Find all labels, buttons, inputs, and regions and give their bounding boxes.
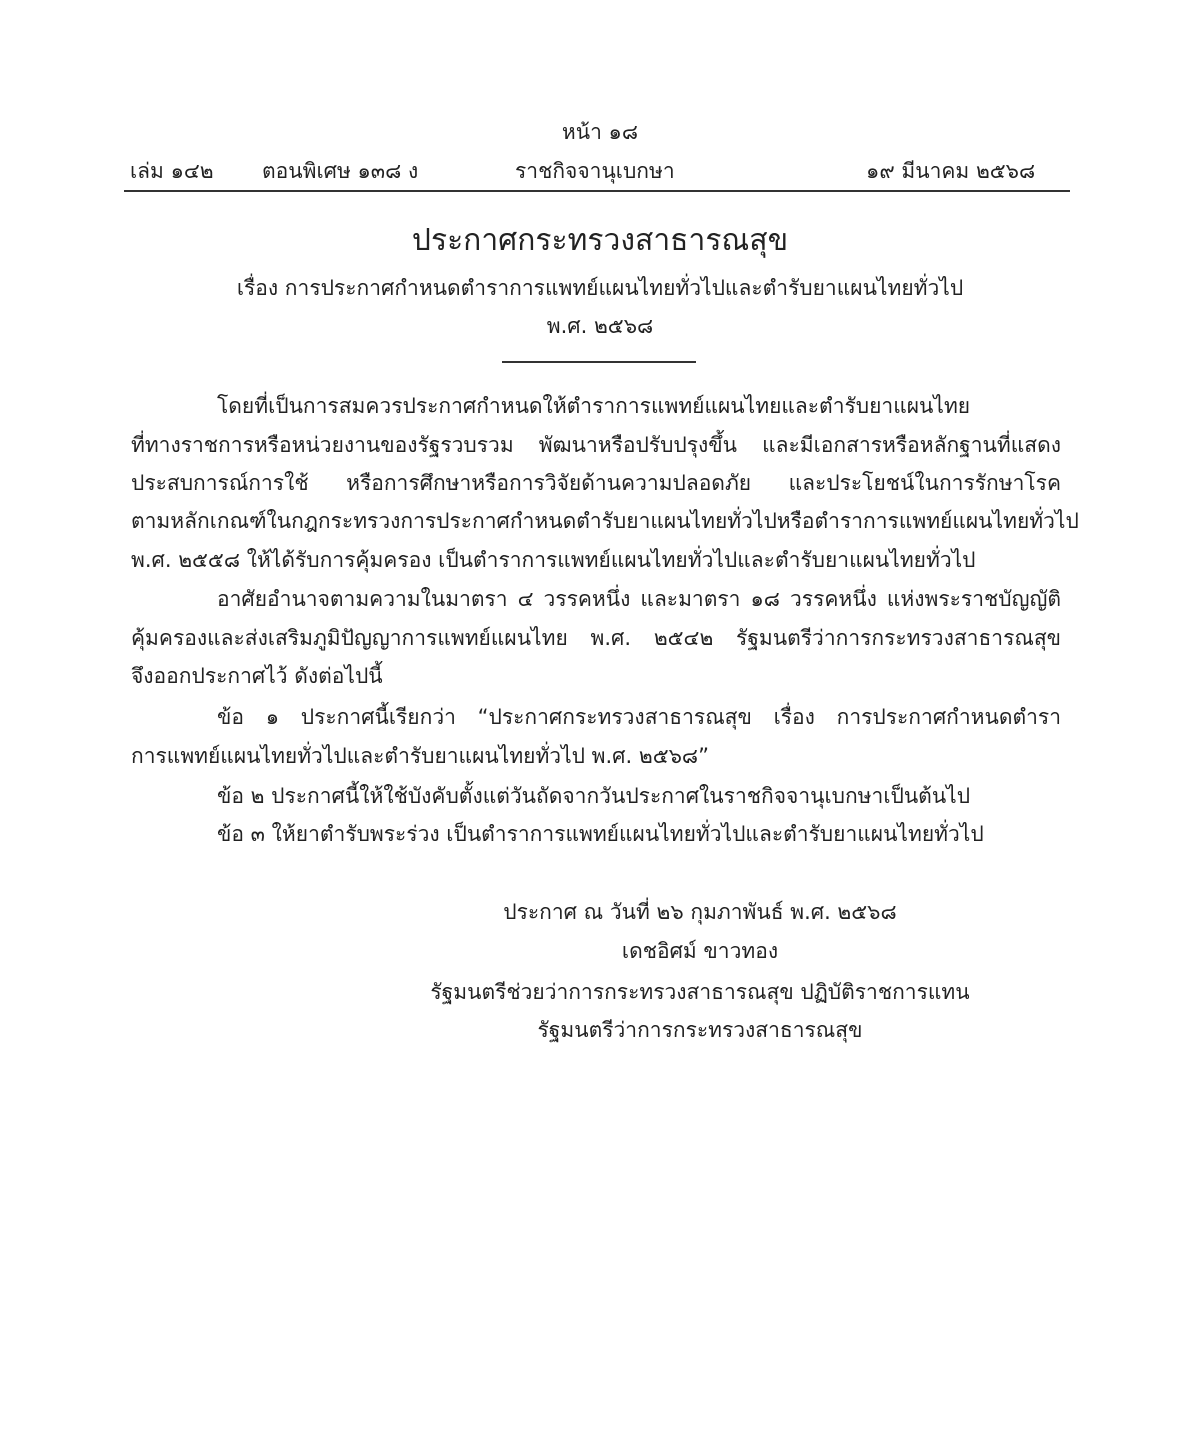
body-line: จึงออกประกาศไว้ ดังต่อไปนี้ [131,664,383,688]
signatory-name: เดชอิศม์ ขาวทอง [621,939,779,963]
publication-name: ราชกิจจานุเบกษา [515,159,675,183]
body-line: ตามหลักเกณฑ์ในกฎกระทรวงการประกาศกำหนดตำรับยาแผนไทยทั่วไปหรือตำราการแพทย์แผนไทยทั่วไป [131,509,1079,533]
page-number: หน้า ๑๘ [561,120,639,144]
section: ตอนพิเศษ ๑๓๘ ง [262,159,419,183]
body-line: คุ้มครองและส่งเสริมภูมิปัญญาการแพทย์แผนไทย พ.ศ. ๒๕๔๒ รัฐมนตรีว่าการกระทรวงสาธารณสุข [131,626,1061,650]
signature-date: ประกาศ ณ วันที่ ๒๖ กุมภาพันธ์ พ.ศ. ๒๕๖๘ [503,900,897,924]
signatory-position-2: รัฐมนตรีว่าการกระทรวงสาธารณสุข [537,1018,863,1042]
body-line: โดยที่เป็นการสมควรประกาศกำหนดให้ตำราการแพทย์แผนไทยและตำรับยาแผนไทย [217,394,971,418]
clause-3: ข้อ ๓ ให้ยาตำรับพระร่วง เป็นตำราการแพทย์แผนไทยทั่วไปและตำรับยาแผนไทยทั่วไป [217,822,984,846]
clause-1: ข้อ ๑ ประกาศนี้เรียกว่า “ประกาศกระทรวงสาธารณสุข เรื่อง การประกาศกำหนดตำรา [217,705,1061,729]
clause-2: ข้อ ๒ ประกาศนี้ให้ใช้บังคับตั้งแต่วันถัดจากวันประกาศในราชกิจจานุเบกษาเป็นต้นไป [217,784,971,808]
body-line: ประสบการณ์การใช้ หรือการศึกษาหรือการวิจัยด้านความปลอดภัย และประโยชน์ในการรักษาโรค [131,471,1061,495]
header-rule [124,190,1070,192]
body-line: ที่ทางราชการหรือหน่วยงานของรัฐรวบรวม พัฒนาหรือปรับปรุงขึ้น และมีเอกสารหรือหลักฐานที่แสดง [131,433,1061,457]
announcement-year: พ.ศ. ๒๕๖๘ [546,314,654,338]
body-line: พ.ศ. ๒๕๕๘ ให้ได้รับการคุ้มครอง เป็นตำราการแพทย์แผนไทยทั่วไปและตำรับยาแผนไทยทั่วไป [131,548,976,572]
signatory-position: รัฐมนตรีช่วยว่าการกระทรวงสาธารณสุข ปฏิบัติราชการแทน [430,980,970,1004]
body-line: อาศัยอำนาจตามความในมาตรา ๔ วรรคหนึ่ง และมาตรา ๑๘ วรรคหนึ่ง แห่งพระราชบัญญัติ [217,587,1061,611]
clause-1-cont: การแพทย์แผนไทยทั่วไปและตำรับยาแผนไทยทั่วไป พ.ศ. ๒๕๖๘” [131,744,710,768]
announcement-subject: เรื่อง การประกาศกำหนดตำราการแพทย์แผนไทยทั่วไปและตำรับยาแผนไทยทั่วไป [236,276,964,300]
announcement-title: ประกาศกระทรวงสาธารณสุข [411,223,789,258]
publication-date: ๑๙ มีนาคม ๒๕๖๘ [866,159,1036,183]
volume: เล่ม ๑๔๒ [130,159,214,183]
title-rule [502,361,696,363]
